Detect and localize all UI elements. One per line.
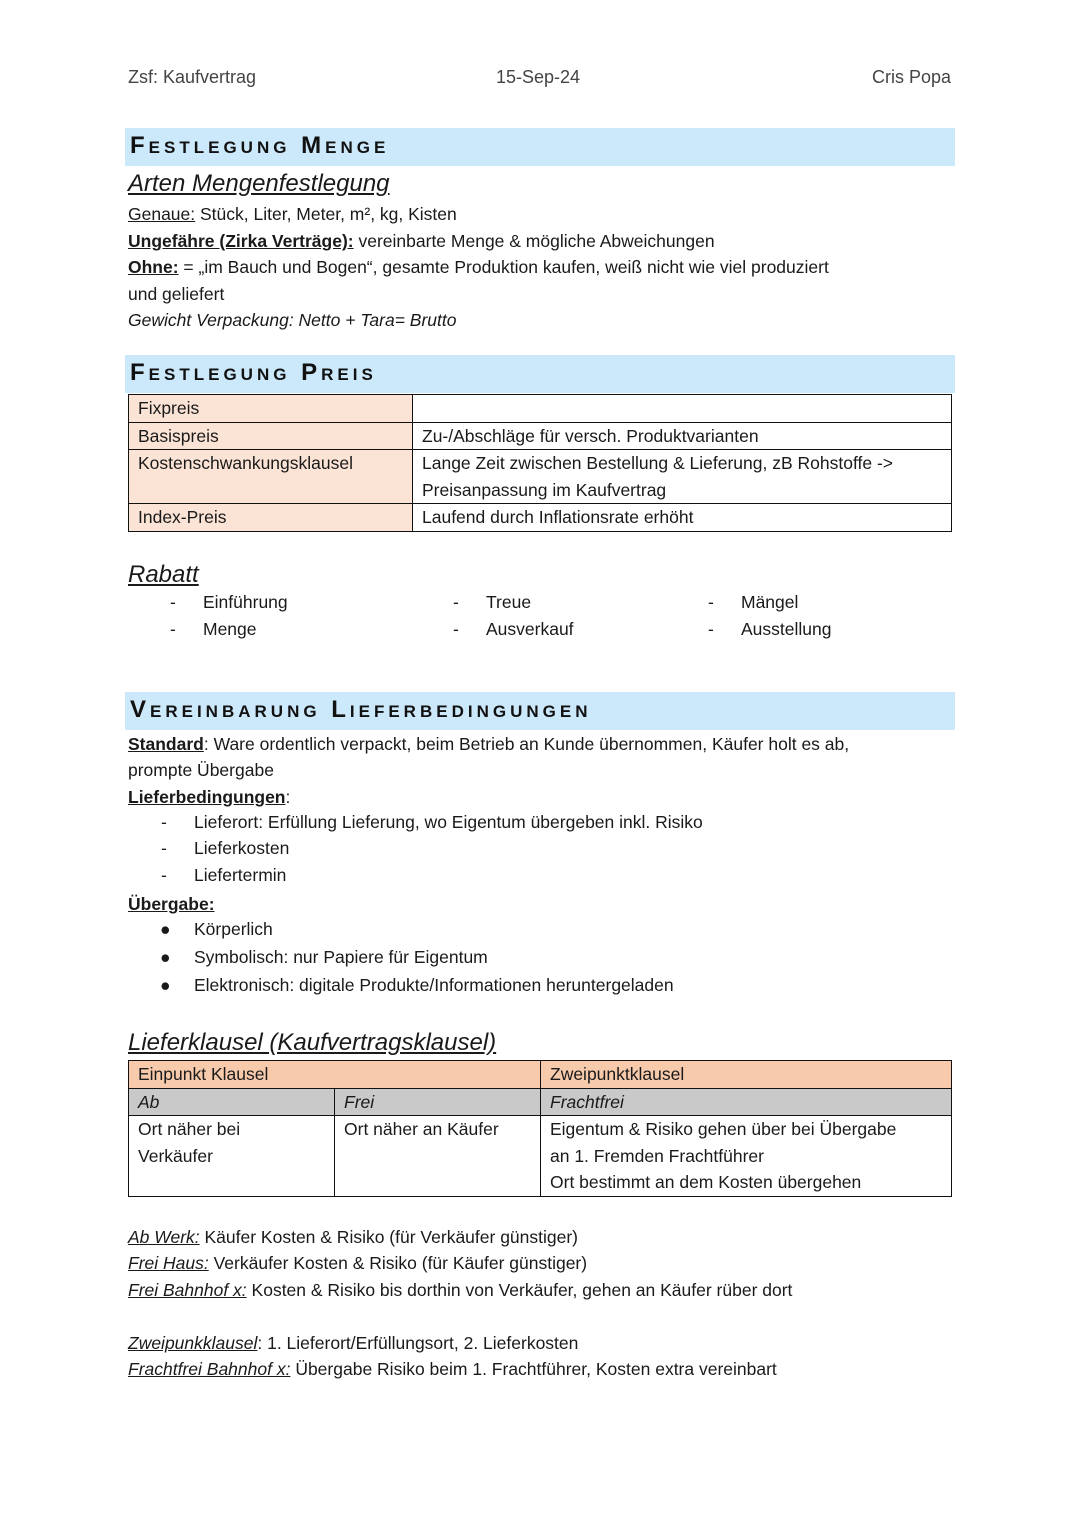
header-einpunkt: Einpunkt Klausel — [129, 1061, 541, 1089]
header-title: Zsf: Kaufvertrag — [128, 67, 257, 87]
desc: Laufend durch Inflationsrate erhöht — [413, 504, 952, 532]
table-row — [129, 395, 952, 423]
label: Frei Haus: — [128, 1253, 209, 1273]
bullet-icon: ● — [160, 919, 171, 939]
list-item: Körperlich — [194, 919, 273, 939]
cell-line: Ort näher bei — [138, 1119, 241, 1139]
table-header-row — [129, 1061, 952, 1089]
list-item: Ausverkauf — [486, 619, 574, 639]
bullet-icon: ● — [160, 947, 171, 967]
list-item: Treue — [486, 592, 532, 612]
list-item: Liefertermin — [194, 865, 287, 885]
term: Basispreis — [129, 422, 413, 450]
list-item: Mängel — [741, 592, 799, 612]
list-item: Symbolisch: nur Papiere für Eigentum — [194, 947, 488, 967]
term: Fixpreis — [129, 395, 413, 423]
text-ohne — [128, 254, 829, 281]
label: Zweipunkklausel — [128, 1333, 258, 1353]
note-frachtfrei-bahnhof — [128, 1356, 777, 1383]
section-heading-menge — [125, 128, 955, 166]
text-ungefaehr — [128, 228, 715, 255]
text-uebergabe: Übergabe: — [128, 894, 215, 914]
label: Lieferbedingungen — [128, 787, 286, 807]
text-standard — [128, 731, 849, 758]
subheading-rabatt: Rabatt — [128, 561, 199, 588]
cell-line: Eigentum & Risiko gehen über bei Übergabe — [550, 1119, 897, 1139]
cell-line: an 1. Fremden Frachtführer — [550, 1145, 764, 1166]
text: = „im Bauch und Bogen“, gesamte Produktion kaufen, weiß nicht wie viel produziert — [178, 257, 829, 277]
table-row — [129, 1116, 952, 1197]
bullet-icon: ● — [160, 975, 171, 995]
cell-line: Verkäufer — [138, 1145, 213, 1166]
desc: Zu-/Abschläge für versch. Produktvarianten — [413, 422, 952, 450]
desc-line: Preisanpassung im Kaufvertrag — [422, 479, 667, 500]
note-frei-bahnhof — [128, 1277, 792, 1304]
text: vereinbarte Menge & mögliche Abweichungen — [353, 231, 715, 251]
text-genaue — [128, 201, 457, 228]
text-standard-cont: prompte Übergabe — [128, 760, 274, 780]
desc — [413, 450, 952, 504]
text: : 1. Lieferort/Erfüllungsort, 2. Lieferkosten — [257, 1333, 579, 1353]
label: Frachtfrei Bahnhof x: — [128, 1359, 291, 1379]
document-page: Zsf: Kaufvertrag 15-Sep-24 Cris Popa Festlegung Menge Arten Mengenfestlegung Genaue: Stück, Liter, Meter, m², kg, Kisten Ungefähre (Zirka Verträge): vereinbarte Menge & mögliche Abweichungen Ohne: = „im Bauch und Bogen“, gesamte Produktion kaufen, weiß nicht wie viel produziert und geliefert Gewicht Verpackung: Netto + Tara= Brutto Festlegung Preis Fixpreis Basispreis Zu-/Abschläge für versch. Produktvarianten Kostenschwankungsklausel Lange Zeit zwischen Bestellung & Lieferung, zB Rohstoffe -> Preisanpassung im Kaufvertrag Index-Preis Laufend durch Inflationsrate erhöht Rabatt - Einführung - Menge - Treue - Ausverkauf - Mängel - Ausstellung Vereinbarung Lieferbedingungen Standard: Ware ordentlich verpackt, beim Betrieb an Kunde übernommen, Käufer holt es ab, prompte Übergabe Lieferbedingungen: - Lieferort: Erfüllung Lieferung, wo Eigentum übergeben inkl. Risiko - Lieferkosten - Liefertermin Übergabe: ● Körperlich ● Symbolisch: nur Papiere für Eigentum ● Elektronisch: digitale Produkte/Informationen heruntergeladen Lieferklausel (Kaufvertragsklausel) Einpunkt Klausel Zweipunktklausel Ab Frei Frachtfrei Ort näher bei Verkäufer Ort näher an Käufer Eigentum & Risiko gehen über bei Übergabe an 1. Fremden Frachtführer Ort bestimmt an dem Kosten übergehen Ab Werk: Käufer Kosten & Risiko (für Verkäufer günstiger) Frei Haus: Verkäufer Kosten & Risiko (für Käufer günstiger) Frei Bahnhof x: Kosten & Risiko bis dorthin von Verkäufer, gehen an Käufer rüber dort Zweipunkklausel: 1. Lieferort/Erfüllungsort, 2. Lieferkosten Frachtfrei Bahnhof x: Übergabe Risiko beim 1. Frachtführer, Kosten extra vereinbart — [0, 0, 1080, 1527]
heading-text: Festlegung Menge — [130, 132, 390, 159]
header-author: Cris Popa — [871, 67, 951, 87]
list-item: Menge — [203, 619, 257, 639]
text: Kosten & Risiko bis dorthin von Verkäufer, gehen an Käufer rüber dort — [246, 1280, 793, 1300]
header-date: 15-Sep-24 — [496, 67, 581, 87]
cell-line: Ort bestimmt an dem Kosten übergehen — [550, 1172, 862, 1192]
label: Frei Bahnhof x: — [128, 1280, 247, 1300]
list-item: Ausstellung — [741, 619, 832, 639]
desc-line: Lange Zeit zwischen Bestellung & Lieferung, zB Rohstoffe -> — [422, 453, 893, 473]
cell-frachtfrei — [541, 1116, 952, 1197]
list-item: Einführung — [203, 592, 288, 612]
label: Standard — [128, 734, 204, 754]
sub-frachtfrei: Frachtfrei — [541, 1088, 952, 1116]
table-row — [129, 450, 952, 504]
label: Ab Werk: — [128, 1227, 200, 1247]
label: Ohne: — [128, 257, 179, 277]
section-heading-liefer — [125, 692, 955, 730]
sub-ab: Ab — [129, 1088, 335, 1116]
text: Stück, Liter, Meter, m², kg, Kisten — [195, 204, 457, 224]
list-item: Lieferkosten — [194, 838, 290, 858]
colon: : — [285, 787, 291, 807]
text: Käufer Kosten & Risiko (für Verkäufer günstiger) — [199, 1227, 579, 1247]
heading-text: Festlegung Preis — [130, 359, 377, 386]
note-zweipunkt — [128, 1330, 578, 1357]
text: : Ware ordentlich verpackt, beim Betrieb an Kunde übernommen, Käufer holt es ab, — [203, 734, 850, 754]
section-heading-preis — [125, 355, 955, 393]
term: Index-Preis — [129, 504, 413, 532]
note-ab-werk — [128, 1224, 578, 1251]
subheading-lieferklausel: Lieferklausel (Kaufvertragsklausel) — [128, 1029, 497, 1056]
subheading-arten: Arten Mengenfestlegung — [128, 170, 390, 197]
text-gewicht: Gewicht Verpackung: Netto + Tara= Brutto — [128, 310, 457, 330]
list-item: Lieferort: Erfüllung Lieferung, wo Eigentum übergeben inkl. Risiko — [194, 812, 703, 832]
note-frei-haus — [128, 1250, 587, 1277]
term: Kostenschwankungsklausel — [129, 450, 413, 504]
lieferklausel-table — [128, 1060, 952, 1197]
table-row — [129, 504, 952, 532]
price-table — [128, 394, 952, 532]
label: Genaue: — [128, 204, 196, 224]
cell-frei: Ort näher an Käufer — [335, 1116, 541, 1197]
table-subheader-row — [129, 1088, 952, 1116]
table-row — [129, 422, 952, 450]
list-item: Elektronisch: digitale Produkte/Informationen heruntergeladen — [194, 975, 674, 995]
sub-frei: Frei — [335, 1088, 541, 1116]
text: Übergabe Risiko beim 1. Frachtführer, Kosten extra vereinbart — [290, 1359, 777, 1379]
cell-ab — [129, 1116, 335, 1197]
desc — [413, 395, 952, 423]
text-lieferbedingungen — [128, 784, 290, 811]
header-zweipunkt: Zweipunktklausel — [541, 1061, 952, 1089]
heading-text: Vereinbarung Lieferbedingungen — [130, 696, 592, 723]
text: Verkäufer Kosten & Risiko (für Käufer günstiger) — [208, 1253, 588, 1273]
label: Ungefähre (Zirka Verträge): — [128, 231, 354, 251]
text-ohne-cont: und geliefert — [128, 284, 225, 304]
